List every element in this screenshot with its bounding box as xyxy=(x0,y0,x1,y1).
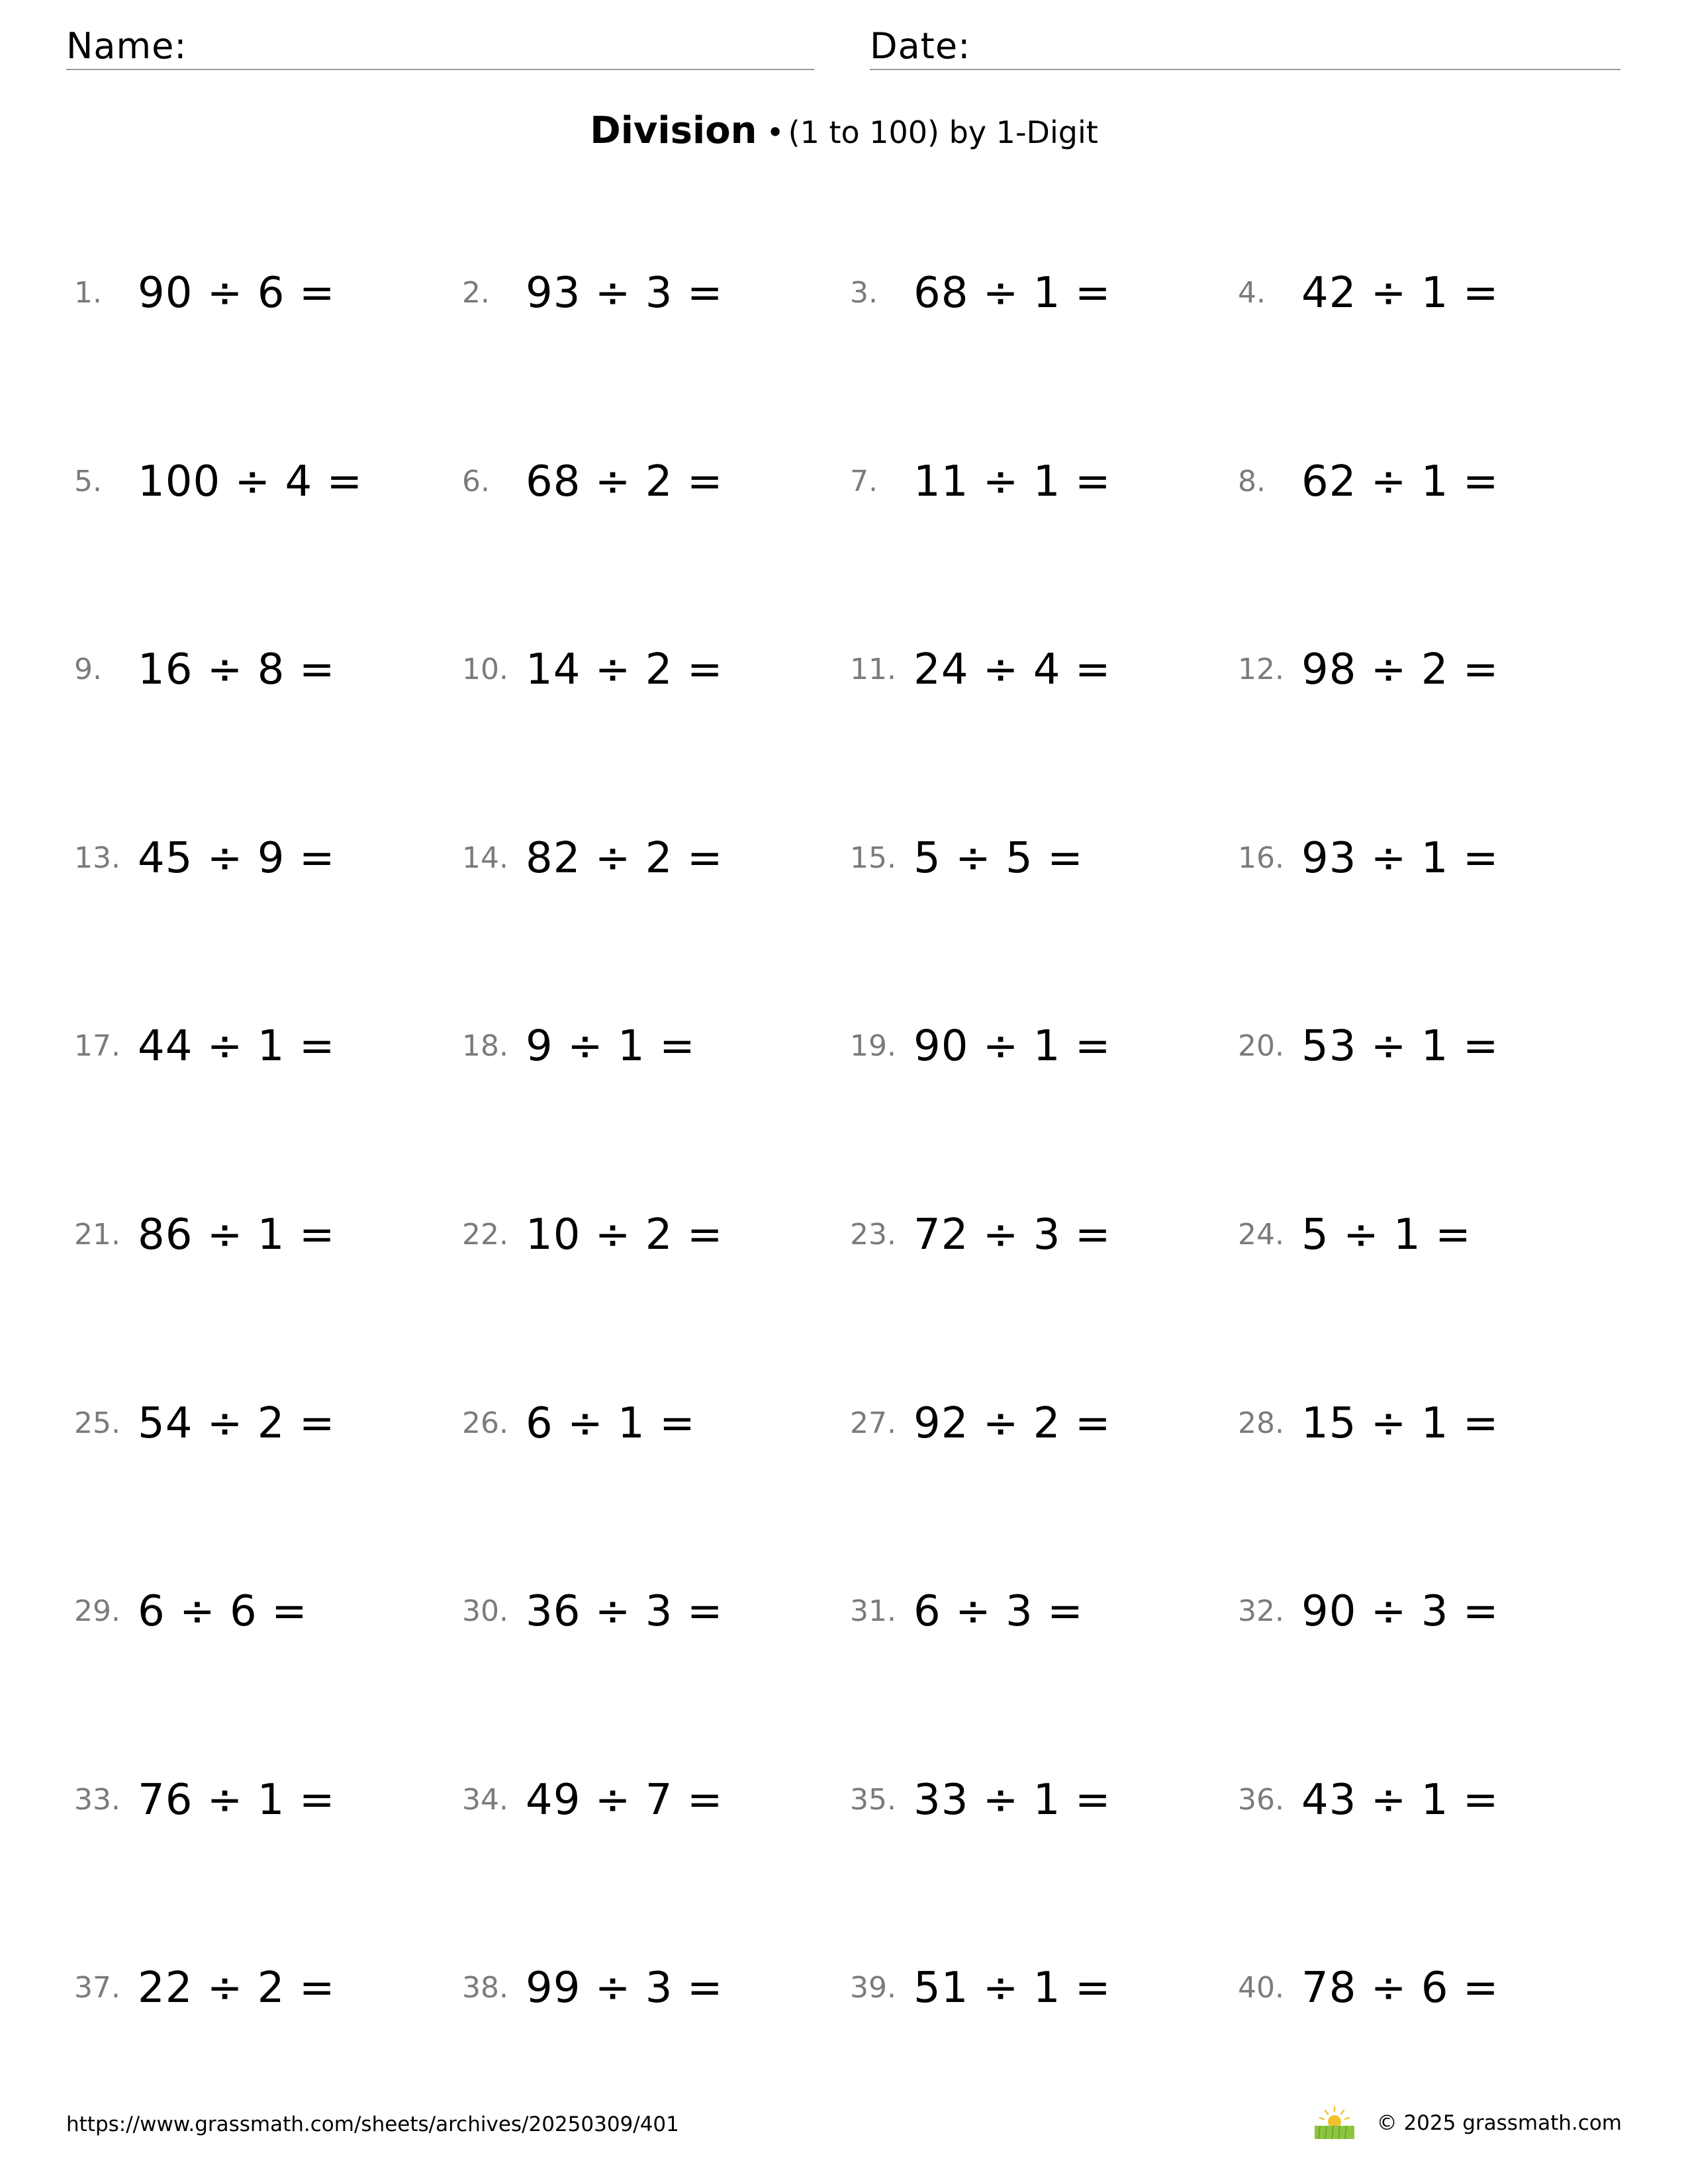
problem-number: 5. xyxy=(74,465,102,498)
problem-number: 7. xyxy=(850,465,878,498)
problem-number: 26. xyxy=(462,1406,508,1440)
problem-number: 28. xyxy=(1238,1406,1284,1440)
problem-number: 6. xyxy=(462,465,490,498)
problem-number: 33. xyxy=(74,1783,120,1817)
problem-number: 27. xyxy=(850,1406,896,1440)
problem-expression: 33 ÷ 1 = xyxy=(914,1776,1111,1825)
problem-expression: 36 ÷ 3 = xyxy=(526,1587,724,1636)
problem-expression: 24 ÷ 4 = xyxy=(914,645,1111,694)
problem-number: 32. xyxy=(1238,1594,1284,1628)
problem-expression: 15 ÷ 1 = xyxy=(1301,1399,1499,1448)
problem-number: 16. xyxy=(1238,841,1284,875)
date-field[interactable] xyxy=(870,24,1620,70)
problem-number: 2. xyxy=(462,276,490,310)
problem-number: 10. xyxy=(462,653,508,686)
problem-number: 17. xyxy=(74,1029,120,1063)
problem-number: 3. xyxy=(850,276,878,310)
problem-number: 20. xyxy=(1238,1029,1284,1063)
problem-number: 1. xyxy=(74,276,102,310)
worksheet-title xyxy=(0,105,1688,166)
problem-expression: 99 ÷ 3 = xyxy=(526,1964,724,2013)
problem-number: 21. xyxy=(74,1218,120,1251)
problem-expression: 6 ÷ 3 = xyxy=(914,1587,1084,1636)
problem-number: 39. xyxy=(850,1971,896,2005)
copyright-text: © 2025 grassmath.com xyxy=(1376,2111,1622,2135)
problem-expression: 100 ÷ 4 = xyxy=(138,457,363,506)
problem-number: 25. xyxy=(74,1406,120,1440)
problem-expression: 82 ÷ 2 = xyxy=(526,834,724,883)
problem-number: 24. xyxy=(1238,1218,1284,1251)
problem-number: 19. xyxy=(850,1029,896,1063)
problem-expression: 14 ÷ 2 = xyxy=(526,645,724,694)
problem-expression: 51 ÷ 1 = xyxy=(914,1964,1111,2013)
problem-expression: 22 ÷ 2 = xyxy=(138,1964,336,2013)
sun-over-grass-icon xyxy=(1312,2106,1357,2140)
problem-expression: 45 ÷ 9 = xyxy=(138,834,336,883)
problem-number: 9. xyxy=(74,653,102,686)
problem-expression: 92 ÷ 2 = xyxy=(914,1399,1111,1448)
problem-expression: 5 ÷ 5 = xyxy=(914,834,1084,883)
problem-expression: 16 ÷ 8 = xyxy=(138,645,336,694)
problem-expression: 93 ÷ 1 = xyxy=(1301,834,1499,883)
problem-number: 36. xyxy=(1238,1783,1284,1817)
title-main: Division xyxy=(590,109,757,152)
problem-number: 15. xyxy=(850,841,896,875)
footer-url[interactable]: https://www.grassmath.com/sheets/archives/20250309/401 xyxy=(66,2113,679,2136)
problem-number: 23. xyxy=(850,1218,896,1251)
problem-expression: 90 ÷ 1 = xyxy=(914,1022,1111,1071)
problem-expression: 10 ÷ 2 = xyxy=(526,1210,724,1259)
date-label: Date: xyxy=(870,25,971,67)
problem-expression: 86 ÷ 1 = xyxy=(138,1210,336,1259)
problem-expression: 90 ÷ 3 = xyxy=(1301,1587,1499,1636)
problem-number: 30. xyxy=(462,1594,508,1628)
problem-expression: 98 ÷ 2 = xyxy=(1301,645,1499,694)
problem-expression: 6 ÷ 6 = xyxy=(138,1587,308,1636)
problem-number: 38. xyxy=(462,1971,508,2005)
problem-expression: 54 ÷ 2 = xyxy=(138,1399,336,1448)
problem-number: 12. xyxy=(1238,653,1284,686)
problem-expression: 53 ÷ 1 = xyxy=(1301,1022,1499,1071)
problem-expression: 42 ÷ 1 = xyxy=(1301,269,1499,318)
problem-number: 13. xyxy=(74,841,120,875)
problem-expression: 72 ÷ 3 = xyxy=(914,1210,1111,1259)
problem-number: 4. xyxy=(1238,276,1266,310)
problem-number: 14. xyxy=(462,841,508,875)
problem-number: 29. xyxy=(74,1594,120,1628)
title-bullet: • xyxy=(766,114,784,150)
problem-expression: 90 ÷ 6 = xyxy=(138,269,336,318)
problem-expression: 68 ÷ 2 = xyxy=(526,457,724,506)
problem-expression: 44 ÷ 1 = xyxy=(138,1022,336,1071)
problem-expression: 68 ÷ 1 = xyxy=(914,269,1111,318)
problem-number: 18. xyxy=(462,1029,508,1063)
problem-expression: 93 ÷ 3 = xyxy=(526,269,724,318)
problem-number: 37. xyxy=(74,1971,120,2005)
problem-expression: 11 ÷ 1 = xyxy=(914,457,1111,506)
footer-brand xyxy=(1312,2105,1622,2142)
problem-expression: 5 ÷ 1 = xyxy=(1301,1210,1472,1259)
problem-expression: 62 ÷ 1 = xyxy=(1301,457,1499,506)
problem-number: 22. xyxy=(462,1218,508,1251)
problem-number: 11. xyxy=(850,653,896,686)
name-label: Name: xyxy=(66,25,187,67)
problem-expression: 9 ÷ 1 = xyxy=(526,1022,696,1071)
problem-expression: 78 ÷ 6 = xyxy=(1301,1964,1499,2013)
problem-expression: 76 ÷ 1 = xyxy=(138,1776,336,1825)
name-field[interactable] xyxy=(66,24,814,70)
problem-number: 34. xyxy=(462,1783,508,1817)
problem-number: 31. xyxy=(850,1594,896,1628)
title-subtitle: (1 to 100) by 1-Digit xyxy=(788,114,1098,150)
problem-number: 40. xyxy=(1238,1971,1284,2005)
problem-number: 35. xyxy=(850,1783,896,1817)
problem-expression: 49 ÷ 7 = xyxy=(526,1776,724,1825)
problem-number: 8. xyxy=(1238,465,1266,498)
problem-expression: 6 ÷ 1 = xyxy=(526,1399,696,1448)
problem-expression: 43 ÷ 1 = xyxy=(1301,1776,1499,1825)
